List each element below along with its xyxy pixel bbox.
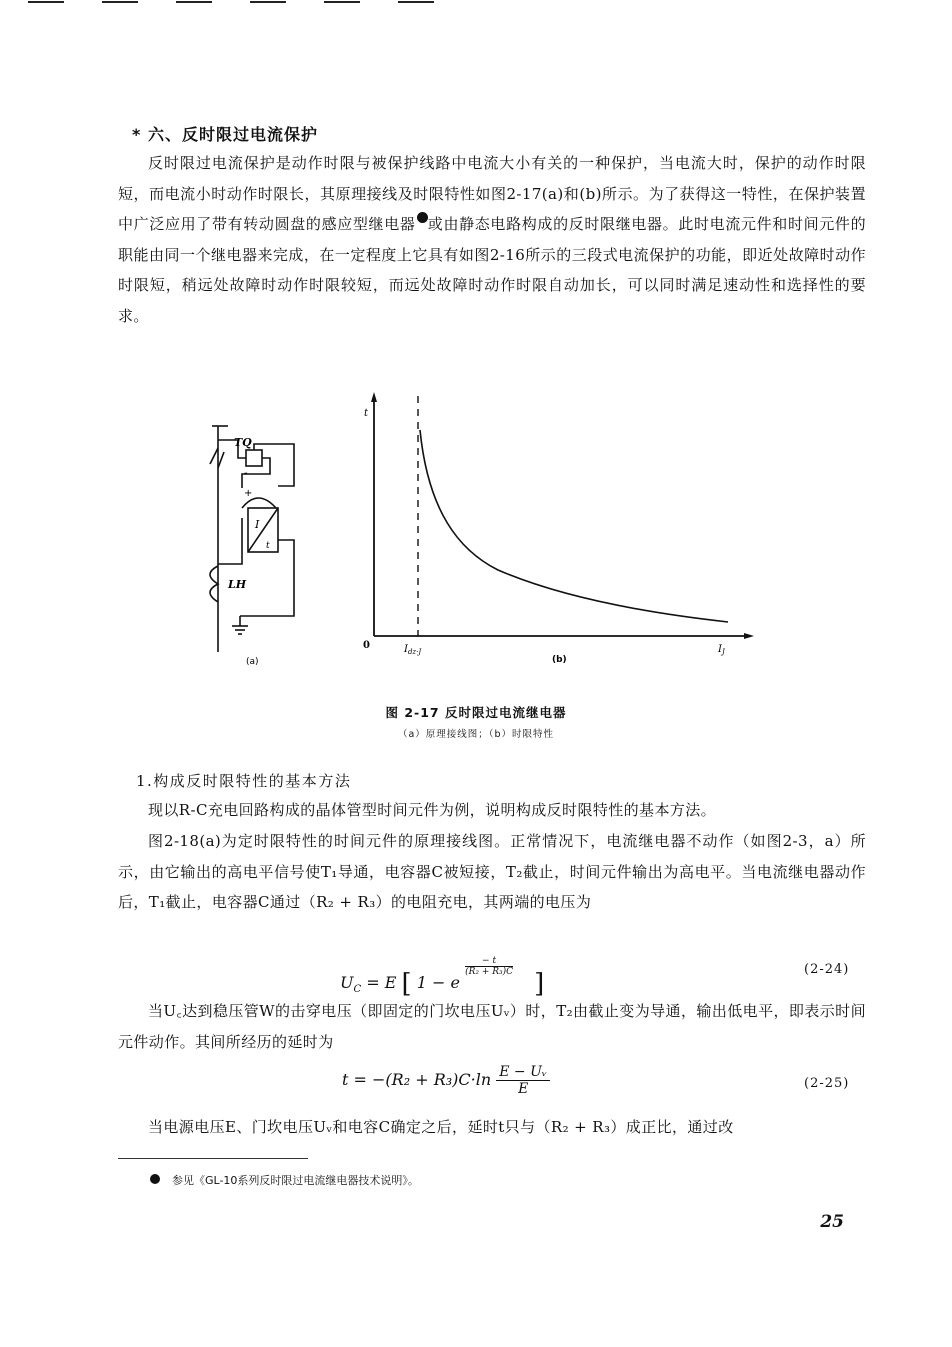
graph-origin: 0 — [363, 640, 370, 651]
paragraph-1-text: 反时限过电流保护是动作时限与被保护线路中电流大小有关的一种保护，当电流大时，保护的动作时限短，而电流小时动作时限长，其原理接线及时限特性如图2-17(a)和(b)所示。为了获得这一特性，在保护装置中广泛应用了带有转动圆盘的感应型继电器 — [118, 154, 866, 233]
page-number: 25 — [820, 1212, 844, 1232]
formula-2-25: t = −(R₂ + R₃)C·ln $\frac{\text{E − Uᵥ}}{E}$ — [342, 1064, 550, 1097]
subheading-1: 1.构成反时限特性的基本方法 — [136, 772, 352, 790]
graph-y-label: t — [364, 408, 369, 419]
sublabel-b: (b) — [552, 655, 567, 665]
equation-number-2-24: (2-24) — [804, 962, 850, 977]
lh-label: LH — [228, 578, 247, 591]
equation-number-2-25: (2-25) — [804, 1076, 850, 1091]
inverse-time-curve — [420, 430, 728, 622]
paragraph-4: 当U꜀达到稳压管W的击穿电压（即固定的门坎电压Uᵥ）时，T₂由截止变为导通，输出低电平，即表示时间元件动作。其间所经历的延时为 — [118, 1002, 866, 1051]
figure-subcaption: （a）原理接线图；（b）时限特性 — [397, 729, 555, 740]
relay-minus: - — [244, 468, 248, 479]
graph-x-end: $I_J$ — [718, 644, 725, 656]
footnote-marker-icon — [150, 1174, 160, 1184]
relay-plus: + — [244, 488, 253, 499]
paragraph-5: 当电源电压E、门坎电压Uᵥ和电容C确定之后，延时t只与（R₂ + R₃）成正比，通过改 — [148, 1118, 734, 1136]
paragraph-1-cont: 或由静态电路构成的反时限继电器。此时电流元件和时间元件的职能由同一个继电器来完成，在一定程度上它具有如图2-16所示的三段式电流保护的功能，即近处故障时动作时限短，稍远处故障时动作时限较短，而远处故障时动作时限自动加长，可以同时满足速动性和选择性的要求。 — [118, 215, 866, 325]
figure-2-17 — [198, 390, 758, 680]
footnote-rule — [118, 1158, 308, 1159]
sublabel-a: (a) — [246, 657, 259, 667]
footnote-text: 参见《GL-10系列反时限过电流继电器技术说明》。 — [172, 1174, 419, 1187]
relay-i-label: I — [255, 518, 260, 531]
paragraph-2: 现以R-C充电回路构成的晶体管型时间元件为例，说明构成反时限特性的基本方法。 — [148, 801, 717, 819]
graph-x-mark: $I_{dz\cdot J}$ — [404, 644, 422, 656]
section-heading: * 六、反时限过电流保护 — [132, 125, 318, 144]
relay-t-label: t — [266, 541, 270, 551]
paragraph-1 — [118, 148, 866, 331]
schematic-a — [210, 426, 294, 652]
paragraph-3: 图2-18(a)为定时限特性的时间元件的原理接线图。正常情况下，电流继电器不动作（如图2-3，a）所示，由它输出的高电平信号使T₁导通，电容器C被短接，T₂截止，时间元件输出为高电平。当电流继电器动作后，T₁截止，电容器C通过（R₂ + R₃）的电阻充电，其两端的电压为 — [118, 832, 866, 911]
footnote-ref-icon — [417, 212, 428, 223]
formula-2-24: $U_C = E$ [ 1 − e $\frac{- t}{\text{(R₂ + R₃)C}}$ ] — [340, 956, 545, 999]
characteristic-graph-b — [371, 392, 754, 639]
tq-label: TQ — [234, 436, 252, 449]
top-rules — [28, 0, 448, 8]
figure-caption: 图 2-17 反时限过电流继电器 — [385, 705, 567, 720]
